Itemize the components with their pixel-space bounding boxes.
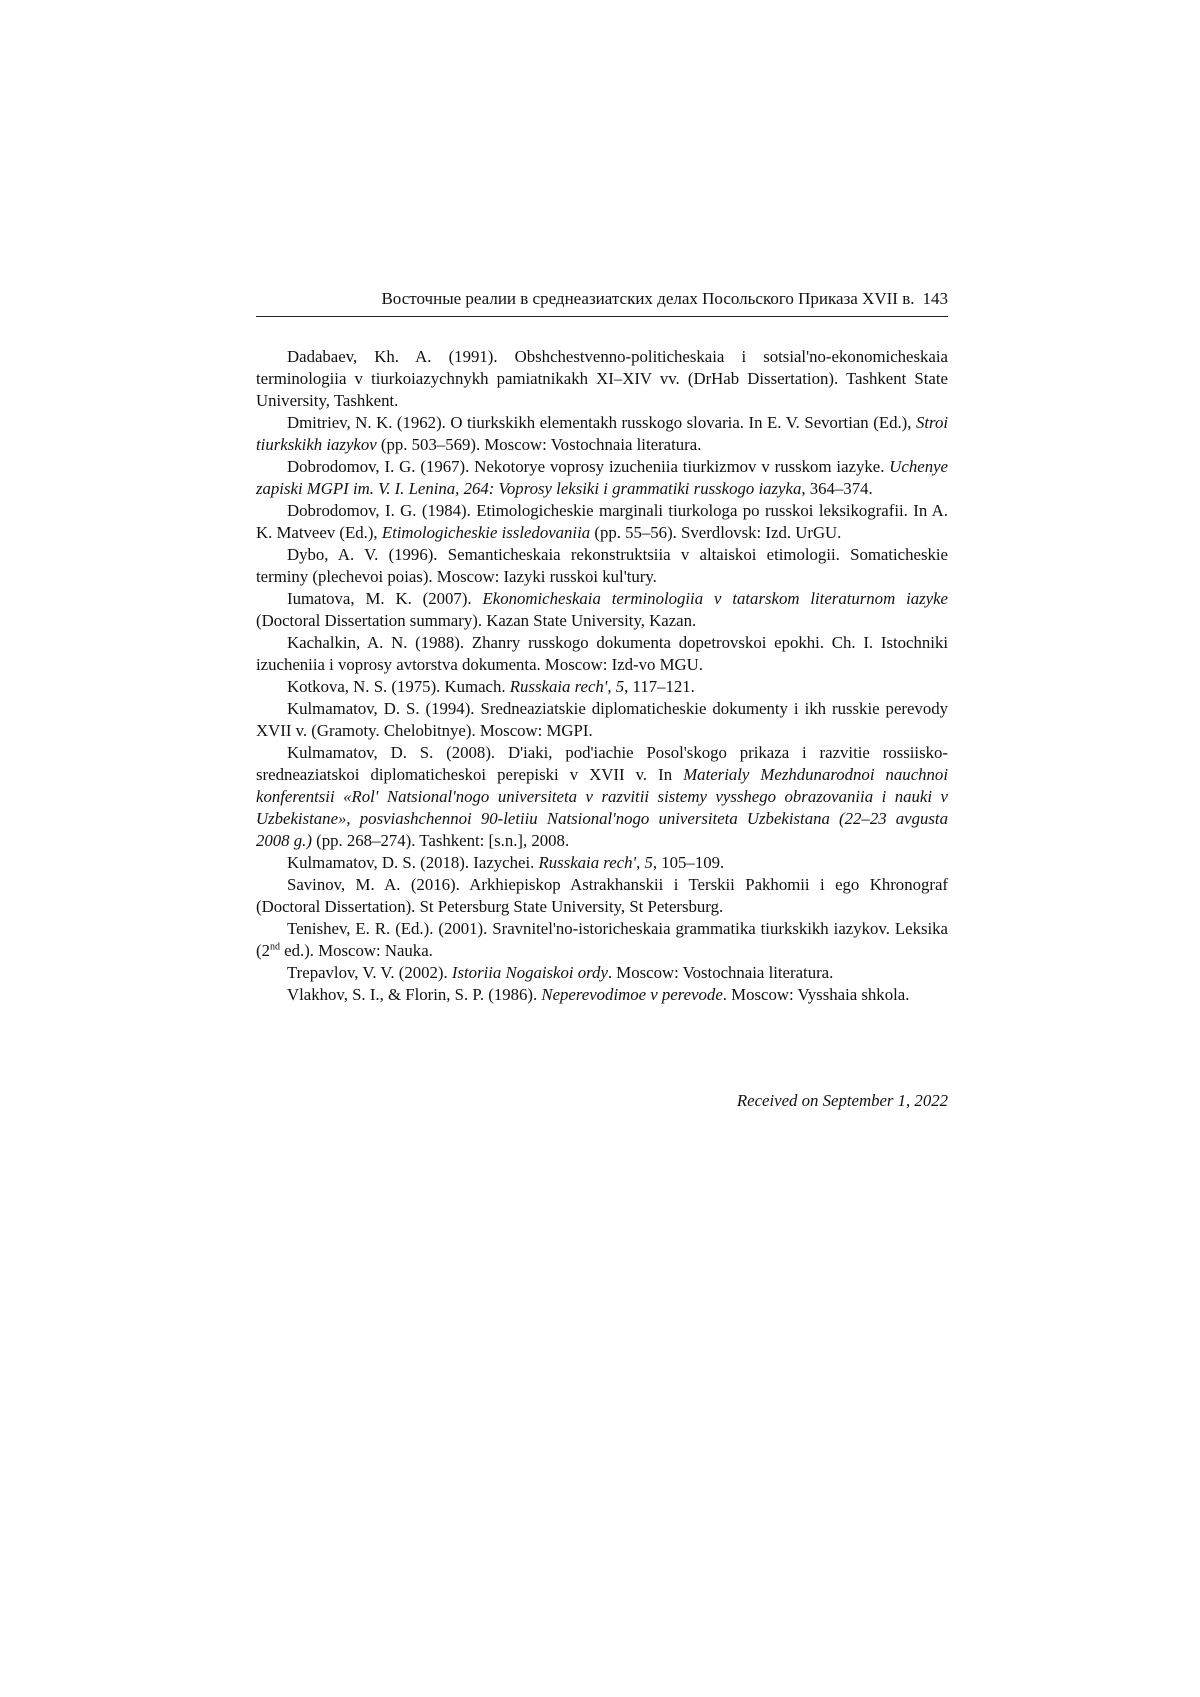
reference-text: Savinov, M. A. (2016). Arkhiepiskop Astrakhanskii i Terskii Pakhomii i ego Khronograf (Doctoral Dissertation). St Petersburg State University, St Petersburg. — [256, 875, 948, 916]
reference-item — [256, 632, 948, 676]
reference-text: Iumatova, M. K. (2007). — [287, 589, 483, 608]
reference-item — [256, 962, 948, 984]
reference-text: (pp. 503–569). Moscow: Vostochnaia literatura. — [376, 435, 702, 454]
reference-item — [256, 412, 948, 456]
reference-source-title: Etimologicheskie issledovaniia — [381, 523, 591, 542]
reference-text: Tenishev, E. R. (Ed.). (2001). Sravnitel'no-istoricheskaia grammatika tiurkskikh iazykov. Leksika (2 — [256, 919, 948, 960]
reference-item — [256, 456, 948, 500]
reference-item — [256, 874, 948, 918]
reference-text: Kotkova, N. S. (1975). Kumach. — [287, 677, 510, 696]
reference-text: Trepavlov, V. V. (2002). — [287, 963, 452, 982]
reference-source-title: Istoriia Nogaiskoi ordy — [451, 963, 608, 982]
reference-text: (Doctoral Dissertation summary). Kazan State University, Kazan. — [256, 611, 697, 630]
reference-source-title: Ekonomicheskaia terminologiia v tatarskom literaturnom iazyke — [482, 589, 949, 608]
reference-text: Dybo, A. V. (1996). Semanticheskaia rekonstruktsiia v altaiskoi etimologii. Somaticheskie terminy (plechevoi poias). Moscow: Iazyki russkoi kul'tury. — [256, 545, 948, 586]
reference-text: (pp. 55–56). Sverdlovsk: Izd. UrGU. — [590, 523, 842, 542]
reference-text: Dobrodomov, I. G. (1984). Etimologicheskie marginali tiurkologa po russkoi leksikografii. In A. K. Matveev (Ed.), — [256, 501, 948, 542]
reference-text: Dadabaev, Kh. A. (1991). Obshchestvenno-politicheskaia i sotsial'no-ekonomicheskaia terminologiia v tiurkoiazychnykh pamiatnikakh XI–XIV vv. (DrHab Dissertation). Tashkent State University, Tashkent. — [256, 347, 948, 410]
reference-item — [256, 918, 948, 962]
reference-text: , 117–121. — [624, 677, 695, 696]
reference-item — [256, 346, 948, 412]
edition-ordinal-superscript: nd — [269, 941, 280, 953]
reference-item — [256, 544, 948, 588]
reference-text: Kulmamatov, D. S. (2018). Iazychei. — [287, 853, 539, 872]
reference-text: . Moscow: Vostochnaia literatura. — [607, 963, 834, 982]
reference-text: Dobrodomov, I. G. (1967). Nekotorye voprosy izucheniia tiurkizmov v russkom iazyke. — [287, 457, 890, 476]
reference-source-title: Neperevodimoe v perevode — [541, 985, 723, 1004]
reference-source-title: Russkaia rech', 5 — [509, 677, 625, 696]
reference-text: ed.). Moscow: Nauka. — [279, 941, 433, 960]
reference-source-title: Materialy Mezhdunarodnoi nauchnoi konferentsii «Rol' Natsional'nogo universiteta v razvitii sistemy vysshego obrazovaniia i nauki v Uzbekistane», posviashchennoi 90-letiiu Natsional'nogo universiteta Uzbekistana (22–23 avgusta 2008 g.) — [256, 765, 948, 850]
reference-source-title: Russkaia rech', 5 — [538, 853, 653, 872]
reference-text: , 364–374. — [801, 479, 873, 498]
running-title: Восточные реалии в среднеазиатских делах Посольского Приказа XVII в. — [381, 289, 915, 308]
reference-text: , 105–109. — [652, 853, 725, 872]
reference-item — [256, 742, 948, 852]
reference-item — [256, 676, 948, 698]
reference-text: Dmitriev, N. K. (1962). O tiurkskikh elementakh russkogo slovaria. In E. V. Sevortian (Ed.), — [287, 413, 916, 432]
reference-text: Kulmamatov, D. S. (2008). D'iaki, pod'iachie Posol'skogo prikaza i razvitie rossiisko-sredneaziatskoi diplomaticheskoi perepiski v XVII v. In — [256, 743, 948, 784]
reference-source-title: Stroi tiurkskikh iazykov — [256, 413, 948, 454]
running-header — [256, 289, 948, 317]
reference-item — [256, 588, 948, 632]
reference-text: . Moscow: Vysshaia shkola. — [722, 985, 910, 1004]
reference-item — [256, 698, 948, 742]
reference-source-title: Uchenye zapiski MGPI im. V. I. Lenina, 264: Voprosy leksiki i grammatiki russkogo iazyka — [256, 457, 948, 498]
reference-item — [256, 852, 948, 874]
reference-item — [256, 500, 948, 544]
reference-text: Kulmamatov, D. S. (1994). Sredneaziatskie diplomaticheskie dokumenty i ikh russkie perevody XVII v. (Gramoty. Chelobitnye). Moscow: MGPI. — [256, 699, 948, 740]
reference-item — [256, 984, 948, 1006]
reference-text: Vlakhov, S. I., & Florin, S. P. (1986). — [287, 985, 542, 1004]
page-number: 143 — [922, 289, 948, 308]
reference-list — [256, 346, 948, 1006]
received-date-note: Received on September 1, 2022 — [736, 1091, 948, 1110]
reference-text: (pp. 268–274). Tashkent: [s.n.], 2008. — [311, 831, 570, 850]
reference-text: Kachalkin, A. N. (1988). Zhanry russkogo dokumenta dopetrovskoi epokhi. Ch. I. Istochniki izucheniia i voprosy avtorstva dokumenta. Moscow: Izd-vo MGU. — [256, 633, 948, 674]
